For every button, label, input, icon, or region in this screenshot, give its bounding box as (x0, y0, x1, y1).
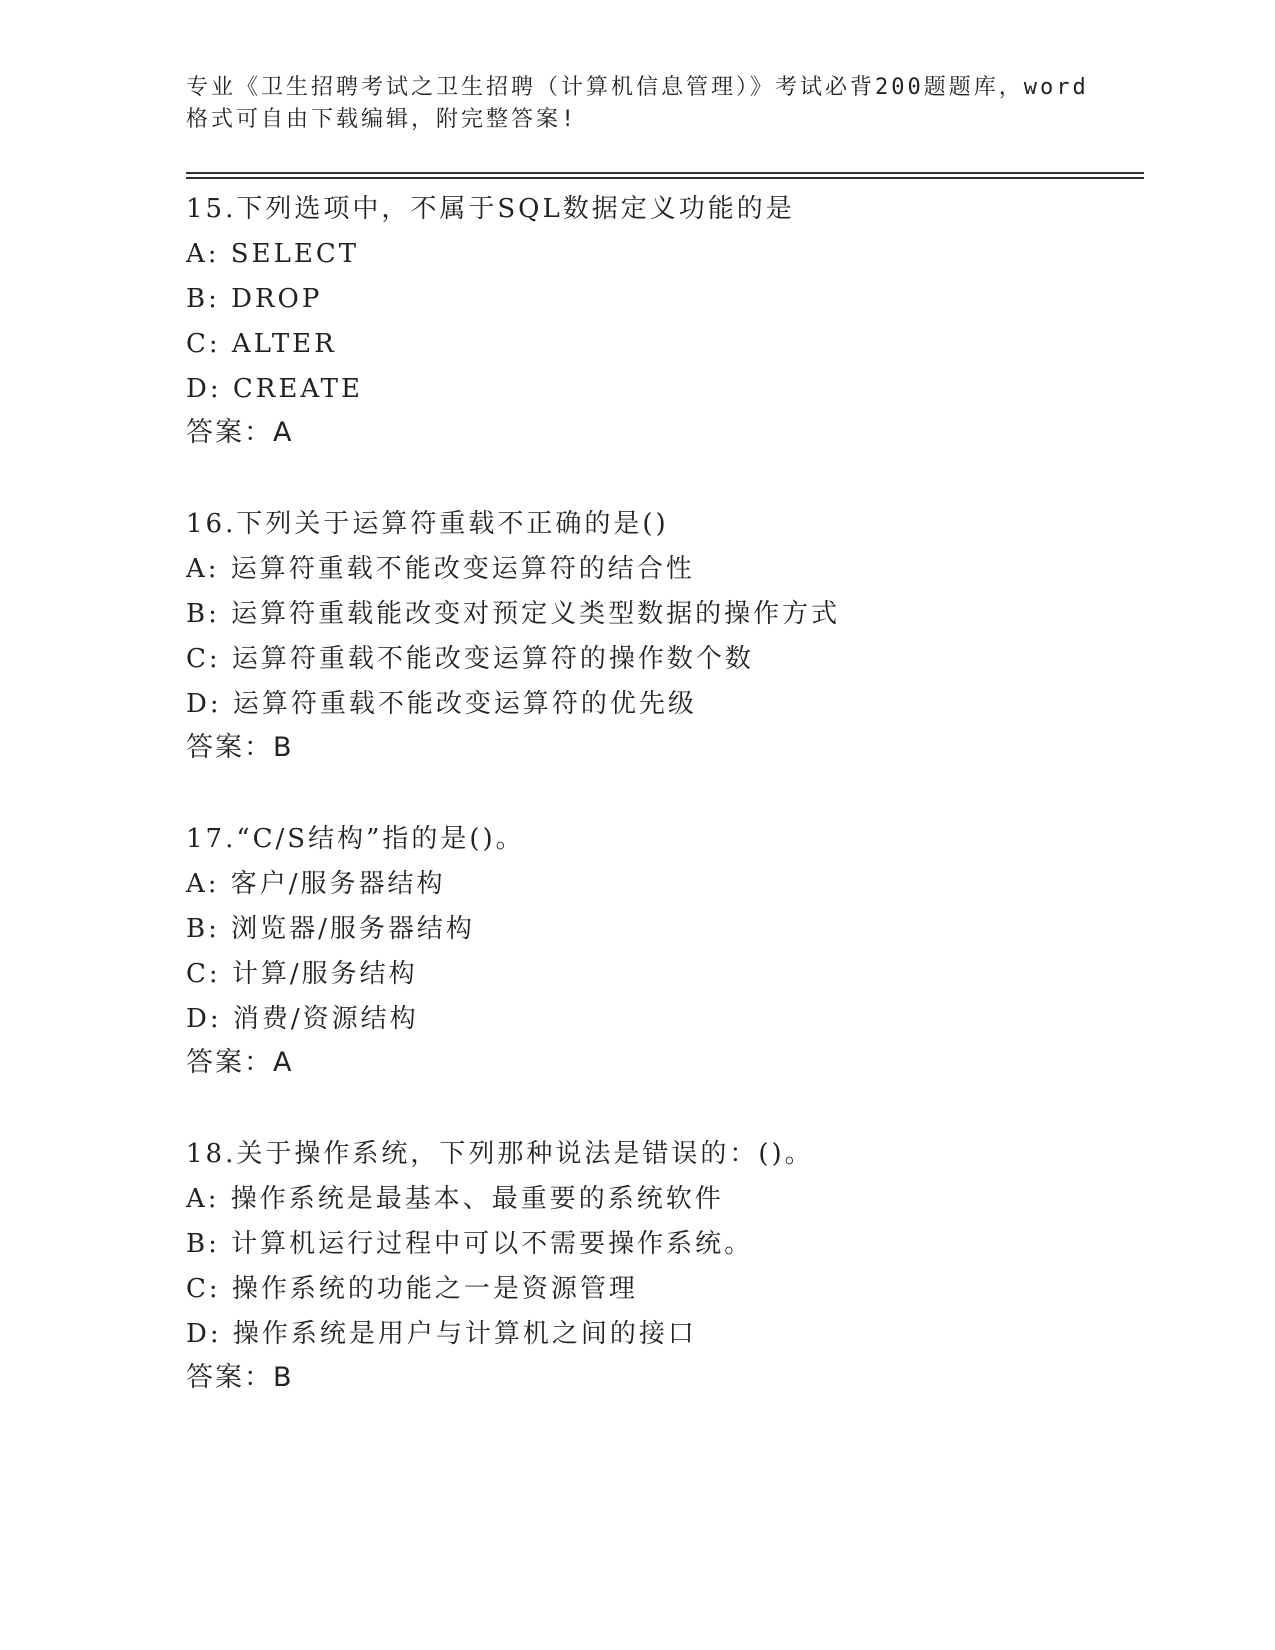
question-stem: 18.关于操作系统，下列那种说法是错误的：()。 (186, 1139, 814, 1169)
option-c: C: 操作系统的功能之一是资源管理 (186, 1274, 638, 1304)
question-stem: 17.“C/S结构”指的是()。 (186, 824, 525, 854)
option-b: B: 浏览器/服务器结构 (186, 914, 475, 944)
option-d: D: CREATE (186, 374, 363, 404)
answer-label: 答案：B (186, 1362, 294, 1393)
option-b: B: DROP (186, 284, 323, 314)
header-divider-top (186, 172, 1144, 174)
question-stem: 16.下列关于运算符重载不正确的是() (186, 509, 669, 539)
option-d: D: 操作系统是用户与计算机之间的接口 (186, 1319, 697, 1349)
question-stem: 15.下列选项中，不属于SQL数据定义功能的是 (186, 194, 795, 224)
answer-label: 答案：B (186, 732, 294, 763)
answer-label: 答案：A (186, 1047, 294, 1078)
option-d: D: 运算符重载不能改变运算符的优先级 (186, 689, 697, 719)
header-line-2: 格式可自由下载编辑，附完整答案! (186, 107, 578, 132)
option-b: B: 运算符重载能改变对预定义类型数据的操作方式 (186, 599, 841, 629)
option-c: C: ALTER (186, 329, 337, 359)
option-a: A: 操作系统是最基本、最重要的系统软件 (186, 1184, 724, 1214)
option-a: A: SELECT (186, 239, 360, 269)
option-c: C: 计算/服务结构 (186, 959, 418, 989)
option-a: A: 运算符重载不能改变运算符的结合性 (186, 554, 695, 584)
option-c: C: 运算符重载不能改变运算符的操作数个数 (186, 644, 754, 674)
header-divider-bottom (186, 177, 1144, 179)
option-b: B: 计算机运行过程中可以不需要操作系统。 (186, 1229, 754, 1259)
header-line-1: 专业《卫生招聘考试之卫生招聘（计算机信息管理）》考试必背200题题库，word (186, 75, 1089, 100)
option-d: D: 消费/资源结构 (186, 1004, 419, 1034)
option-a: A: 客户/服务器结构 (186, 869, 446, 899)
answer-label: 答案：A (186, 417, 294, 448)
